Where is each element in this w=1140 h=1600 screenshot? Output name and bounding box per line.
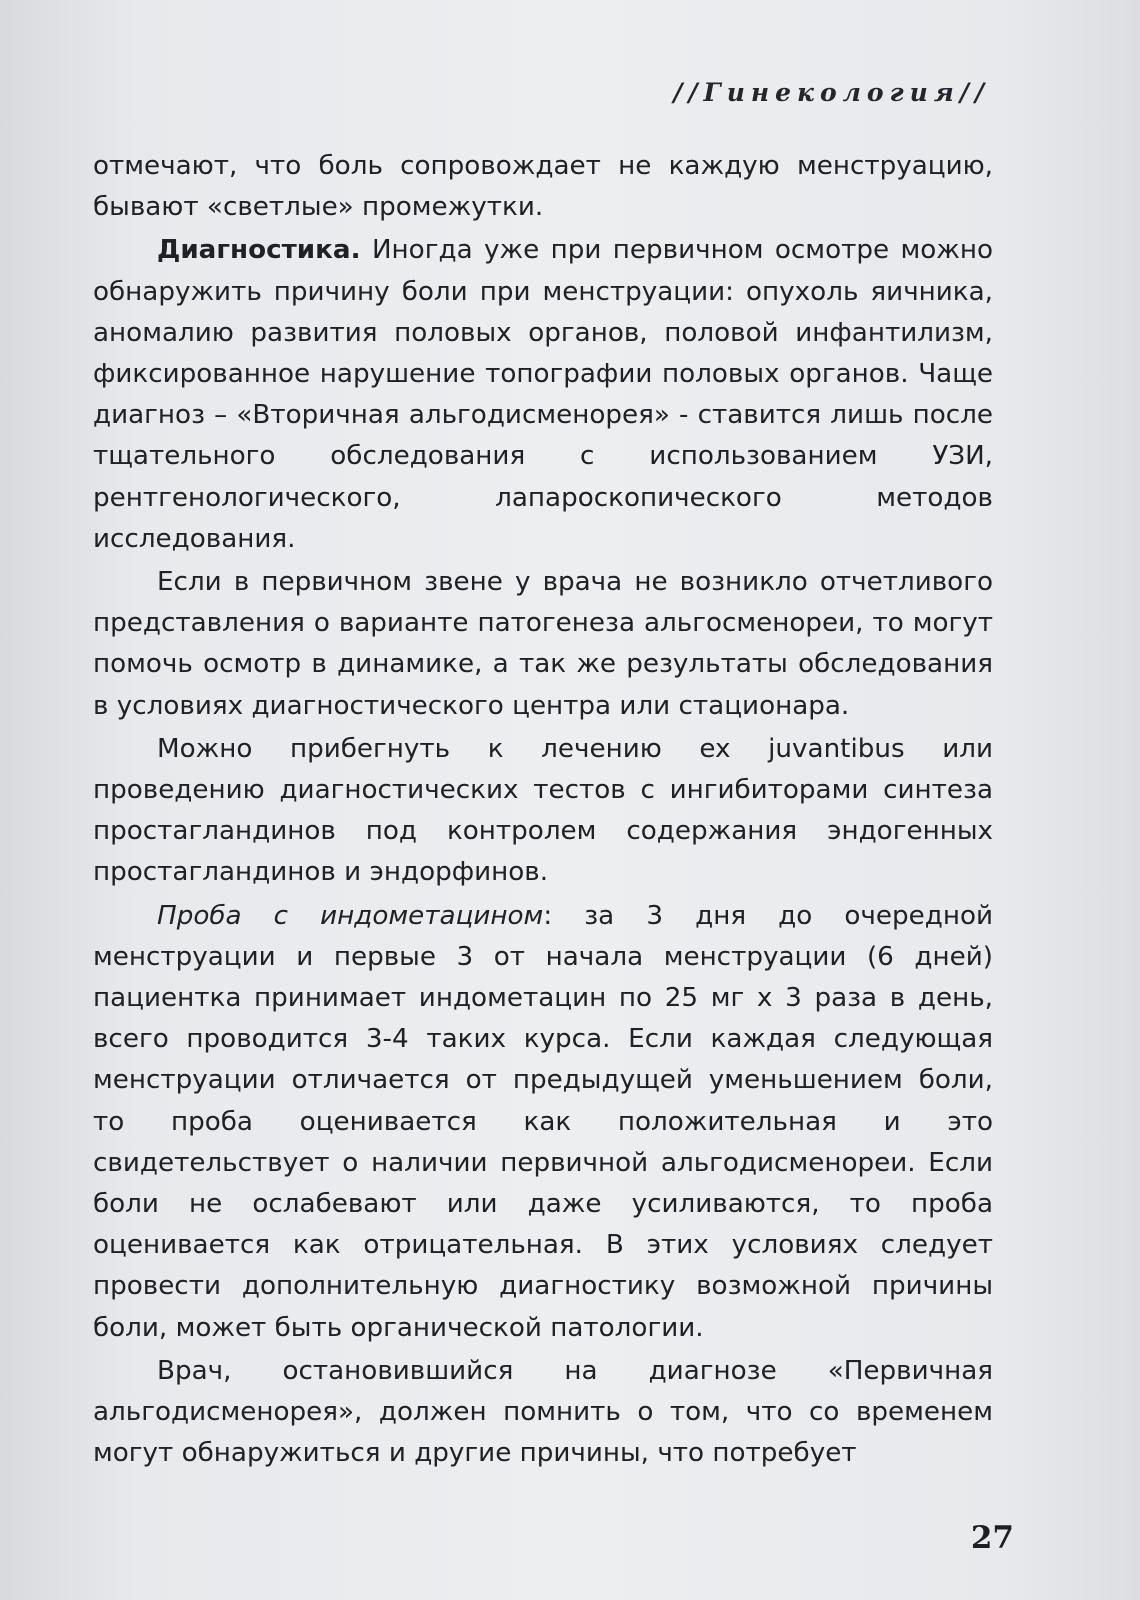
page-number: 27 bbox=[970, 1520, 1014, 1556]
paragraph-text: Иногда уже при первичном осмотре можно обнаружить причину боли при менструации: опухоль яичника, аномалию развития половых органов, половой инфантилизм, фиксированное нарушение топографии половых органов. Чаще диагноз – «Вторичная альгодисменорея» - ставится лишь после тщательного обследования с использованием УЗИ, рентгенологического, лапароскопического методов исследования. bbox=[93, 235, 993, 554]
paragraph-continuation bbox=[93, 146, 993, 228]
paragraph-doctor-note bbox=[93, 1351, 993, 1475]
body-text bbox=[93, 146, 993, 1475]
paragraph-text: : за 3 дня до очередной менструации и первые 3 от начала менструации (6 дней) пациентка принимает индометацин по 25 мг х 3 раза в день, всего проводится 3-4 таких курса. Если каждая следующая менструации отличается от предыдущей уменьшением боли, то проба оценивается как положительная и это свидетельствует о наличии первичной альгодисменореи. Если боли не ослабевают или даже усиливаются, то проба оценивается как отрицательная. В этих условиях следует провести дополнительную диагностику возможной причины боли, может быть органической патологии. bbox=[93, 900, 994, 1343]
paragraph-diagnostics bbox=[93, 230, 993, 560]
paragraph-indomethacin-test bbox=[93, 896, 993, 1349]
paragraph-text: Можно прибегнуть к лечению ex juvantibus или проведению диагностических тестов с ингибиторами синтеза простагландинов под контролем содержания эндогенных простагландинов и эндорфинов. bbox=[93, 733, 993, 888]
paragraph-ex-juvantibus bbox=[93, 729, 993, 894]
paragraph-text: Если в первичном звене у врача не возникло отчетливого представления о варианте патогенеза альгосменореи, то могут помочь осмотр в динамике, а так же результаты обследования в условиях диагностического центра или стационара. bbox=[93, 567, 993, 721]
paragraph-text: отмечают, что боль сопровождает не каждую менструацию, бывают «светлые» промежутки. bbox=[93, 151, 993, 223]
running-header: //Гинекология// bbox=[673, 78, 990, 107]
paragraph-primary-care bbox=[93, 562, 993, 727]
section-lead-indomethacin: Проба с индометацином bbox=[157, 900, 544, 931]
section-lead-diagnostics: Диагностика. bbox=[157, 235, 361, 266]
paragraph-text: Врач, остановившийся на диагнозе «Первичная альгодисменорея», должен помнить о том, что со временем могут обнаружиться и другие причины, что потребует bbox=[93, 1355, 993, 1469]
